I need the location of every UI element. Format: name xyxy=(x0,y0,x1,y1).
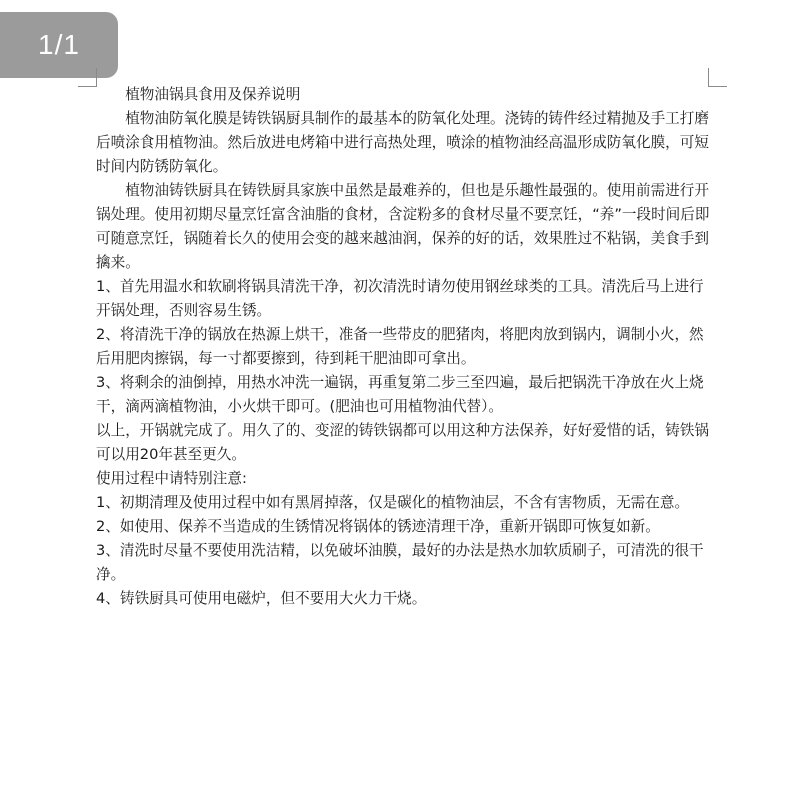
document-body xyxy=(96,83,712,611)
step-item: 3、将剩余的油倒掉，用热水冲洗一遍锅，再重复第二步三至四遍，最后把锅洗干净放在火上烧干，滴两滴植物油，小火烘干即可。(肥油也可用植物油代替）。 xyxy=(96,374,704,415)
notes-heading: 使用过程中请特别注意: xyxy=(96,470,247,487)
paragraph: 植物油铸铁厨具在铸铁厨具家族中虽然是最难养的，但也是乐趣性最强的。使用前需进行开锅处理。使用初期尽量烹饪富含油脂的食材，含淀粉多的食材尽量不要烹饪，“养”一段时间后即可随意烹饪，锅随着长久的使用会变的越来越油润，保养的好的话，效果胜过不粘锅，美食手到擒来。 xyxy=(96,182,710,271)
conclusion-paragraph: 以上，开锅就完成了。用久了的、变涩的铸铁锅都可以用这种方法保养，好好爱惜的话，铸铁锅可以用20年甚至更久。 xyxy=(96,422,709,463)
margin-corner-mark-left xyxy=(78,68,97,87)
page-indicator-label: 1/1 xyxy=(38,29,80,60)
step-item: 2、将清洗干净的锅放在热源上烘干，准备一些带皮的肥猪肉，将肥肉放到锅内，调制小火，然后用肥肉擦锅，每一寸都要擦到，待到耗干肥油即可拿出。 xyxy=(96,326,704,367)
note-item: 4、铸铁厨具可使用电磁炉，但不要用大火力干烧。 xyxy=(96,590,427,607)
note-item: 1、初期清理及使用过程中如有黑屑掉落，仅是碳化的植物油层，不含有害物质，无需在意。 xyxy=(96,494,690,511)
note-item: 3、清洗时尽量不要使用洗洁精，以免破坏油膜，最好的办法是热水加软质刷子，可清洗的很干净。 xyxy=(96,542,704,583)
note-item: 2、如使用、保养不当造成的生锈情况将锅体的锈迹清理干净，重新开锅即可恢复如新。 xyxy=(96,518,660,535)
document-title: 植物油锅具食用及保养说明 xyxy=(125,86,301,103)
step-item: 1、首先用温水和软刷将锅具清洗干净，初次清洗时请勿使用钢丝球类的工具。清洗后马上进行开锅处理，否则容易生锈。 xyxy=(96,278,704,319)
paragraph: 植物油防氧化膜是铸铁锅厨具制作的最基本的防氧化处理。浇铸的铸件经过精抛及手工打磨后喷涂食用植物油。然后放进电烤箱中进行高热处理，喷涂的植物油经高温形成防氧化膜，可短时间内防锈防氧化。 xyxy=(96,110,709,175)
page-indicator-badge xyxy=(0,12,118,78)
